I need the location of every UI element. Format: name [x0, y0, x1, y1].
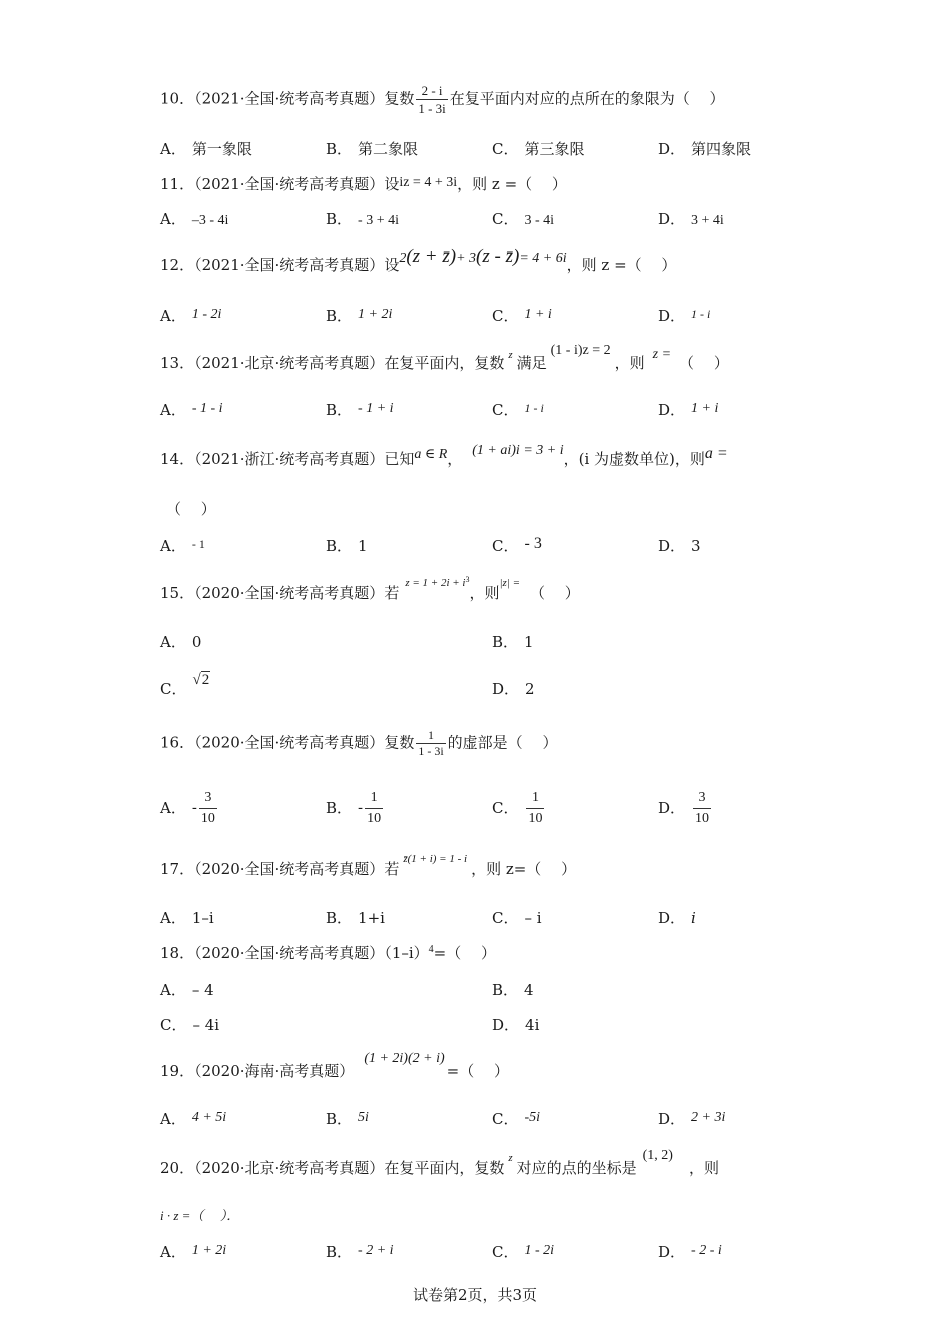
options-12: [160, 305, 800, 327]
question-text-continued: i · z =（ ）．: [160, 1208, 240, 1223]
question-13: [160, 343, 729, 373]
option-text: 5i: [358, 1110, 369, 1125]
option-label: C．: [160, 1016, 187, 1034]
option-c[interactable]: [492, 907, 542, 928]
math-expression: z = 1 + 2i + i: [405, 577, 466, 589]
option-label: C．: [160, 680, 187, 698]
question-source: （2020·全国·统考高考真题）: [194, 733, 385, 752]
math-expression: (z - z̄): [476, 246, 520, 267]
math-expression: (1 + 2i)(2 + i): [364, 1051, 445, 1066]
option-a[interactable]: [160, 979, 214, 1000]
option-label: A．: [160, 401, 186, 419]
option-text: 1–i: [191, 909, 214, 927]
options-11: [160, 208, 800, 230]
option-label: B．: [326, 140, 353, 158]
question-number: 14．: [160, 450, 195, 468]
question-text: =（ ）: [446, 1062, 509, 1080]
fraction: [526, 788, 544, 829]
option-c[interactable]: [492, 305, 552, 326]
option-d[interactable]: [658, 907, 696, 928]
question-text: 的虚部是（ ）: [447, 733, 558, 752]
option-d[interactable]: [658, 305, 710, 326]
question-text: 已知: [384, 450, 415, 468]
math-expression: (1 - i)z = 2: [550, 343, 611, 358]
question-number: 16．: [160, 733, 195, 752]
options-16: [160, 788, 800, 828]
math-exponent: 3: [465, 575, 470, 584]
question-text: 在复平面内对应的点所在的象限为（ ）: [449, 89, 725, 108]
option-text: 1 + i: [691, 401, 719, 416]
option-d[interactable]: [658, 788, 713, 829]
fraction-numerator: 1: [416, 728, 445, 744]
question-text: 复数: [384, 89, 415, 108]
option-text: 1 + 2i: [358, 307, 393, 322]
option-c[interactable]: [492, 1108, 540, 1129]
question-text: （ ）: [530, 584, 580, 602]
page-footer: 试卷第2页，共3页: [412, 1286, 538, 1304]
question-number: 12．: [160, 256, 195, 274]
option-b[interactable]: [326, 305, 392, 326]
math-exponent: 4: [428, 944, 434, 955]
options-20: [160, 1241, 800, 1263]
question-19: [160, 1051, 509, 1081]
option-b[interactable]: [326, 1241, 394, 1262]
option-d[interactable]: [658, 1241, 722, 1262]
option-label: A．: [160, 981, 186, 999]
option-d[interactable]: [658, 535, 701, 556]
question-text: 设: [384, 256, 400, 274]
fraction-denominator: 10: [200, 811, 215, 826]
option-label: D．: [658, 1243, 686, 1261]
math-expression: + 3: [456, 251, 477, 266]
option-label: B．: [326, 1110, 353, 1128]
option-text: 1 - i: [524, 401, 544, 415]
option-label: D．: [492, 680, 520, 698]
option-b[interactable]: [326, 788, 385, 829]
option-label: A．: [160, 798, 186, 817]
option-text: - 1: [191, 537, 205, 551]
question-text: ，: [447, 450, 463, 468]
math-expression: (1 + ai)i = 3 + i: [472, 443, 564, 458]
option-text: 1+i: [358, 909, 385, 927]
option-label: D．: [492, 1016, 520, 1034]
fraction-numerator: 3: [693, 788, 711, 809]
question-text: 满足: [516, 354, 547, 372]
option-text: -5i: [524, 1110, 541, 1125]
option-text: 2: [201, 672, 210, 688]
option-label: A．: [160, 1243, 186, 1261]
math-expression: a =: [704, 445, 728, 462]
question-text: ，则: [614, 354, 645, 372]
fraction-denominator: 10: [695, 811, 710, 826]
option-label: C．: [492, 140, 519, 158]
option-text: 第三象限: [524, 140, 585, 158]
option-text: 1 - i: [691, 307, 711, 321]
option-label: C．: [492, 1243, 519, 1261]
option-text: 1: [358, 537, 368, 555]
option-label: C．: [492, 401, 519, 419]
math-expression: 2: [399, 251, 407, 266]
question-source: （2020·北京·统考高考真题）: [194, 1159, 385, 1177]
fraction: [416, 728, 445, 759]
option-d[interactable]: [658, 208, 724, 229]
option-a[interactable]: [160, 1108, 226, 1129]
option-label: A．: [160, 1110, 186, 1128]
option-label: D．: [658, 401, 686, 419]
option-text: 1 + 2i: [191, 1243, 227, 1258]
option-label: A．: [160, 909, 186, 927]
option-text: - 2 + i: [358, 1243, 394, 1258]
option-text: 2: [525, 680, 535, 698]
option-label: B．: [326, 537, 353, 555]
option-text: 0: [191, 633, 202, 651]
question-17: [160, 853, 577, 879]
option-label: C．: [492, 307, 519, 325]
option-a[interactable]: [160, 138, 252, 159]
option-label: C．: [492, 1110, 519, 1128]
options-18-row2: [160, 1014, 800, 1036]
question-text: 对应的点的坐标是: [516, 1159, 637, 1177]
option-text: - 1 - i: [191, 401, 223, 416]
question-source: （2020·海南·高考真题）: [194, 1062, 355, 1080]
option-text: 3: [691, 537, 701, 555]
option-b[interactable]: [492, 979, 534, 1000]
option-label: D．: [658, 909, 686, 927]
option-a[interactable]: [160, 907, 214, 928]
math-expression: （1–i）: [384, 944, 429, 962]
option-text: 第一象限: [191, 140, 252, 158]
question-text: 复数: [384, 733, 415, 752]
option-c[interactable]: [492, 399, 544, 420]
option-c[interactable]: [492, 138, 585, 159]
option-label: B．: [326, 909, 353, 927]
question-number: 19．: [160, 1062, 195, 1080]
fraction: [365, 788, 383, 829]
question-text: ，则 z =（ ）: [566, 256, 677, 274]
option-text: –3 - 4i: [191, 213, 229, 228]
option-label: B．: [326, 798, 353, 817]
option-label: C．: [492, 210, 519, 228]
question-source: （2021·北京·统考高考真题）: [194, 354, 385, 372]
option-c[interactable]: [492, 1241, 554, 1262]
option-text: 1 - 2i: [191, 307, 222, 322]
option-b[interactable]: [326, 535, 368, 556]
question-source: （2020·全国·统考高考真题）: [194, 944, 385, 962]
option-a[interactable]: [160, 788, 219, 829]
question-16: [160, 728, 557, 759]
fraction: [199, 788, 217, 829]
option-d[interactable]: [658, 399, 718, 420]
option-label: C．: [492, 798, 519, 817]
option-label: D．: [658, 537, 686, 555]
question-source: （2020·全国·统考高考真题）: [194, 584, 385, 602]
option-text: 1 - 2i: [524, 1243, 555, 1258]
question-text: ，则: [688, 1159, 719, 1177]
question-number: 18．: [160, 944, 195, 962]
option-c[interactable]: [492, 535, 542, 556]
question-text: 若: [384, 584, 400, 602]
option-text: 第四象限: [691, 140, 752, 158]
option-text: - 3: [524, 535, 542, 552]
option-label: A．: [160, 140, 186, 158]
question-source: （2020·全国·统考高考真题）: [194, 860, 385, 878]
fraction-numerator: 1: [526, 788, 544, 809]
option-b[interactable]: [326, 208, 399, 229]
option-label: D．: [658, 307, 686, 325]
question-12: [160, 246, 677, 276]
option-text: i: [691, 909, 696, 927]
answer-bracket: （ ）: [166, 500, 216, 518]
option-text: – 4: [191, 981, 214, 999]
option-c[interactable]: [492, 208, 554, 229]
option-label: B．: [326, 1243, 353, 1261]
fraction-numerator: 2 - i: [416, 82, 447, 100]
math-expression: z =: [652, 347, 672, 362]
question-number: 10．: [160, 89, 195, 108]
option-text: – i: [524, 909, 542, 927]
option-b[interactable]: [326, 138, 418, 159]
question-number: 15．: [160, 584, 195, 602]
option-label: D．: [658, 1110, 686, 1128]
option-label: C．: [492, 909, 519, 927]
question-text: 若: [384, 860, 400, 878]
math-expression: = 4 + 6i: [519, 251, 567, 266]
question-source: （2021·全国·统考高考真题）: [194, 89, 385, 108]
option-text: 4 + 5i: [191, 1110, 227, 1125]
question-text: ，则 z =（ ）: [457, 175, 567, 193]
option-b[interactable]: [326, 1108, 369, 1129]
fraction-denominator: 1 - 3i: [418, 101, 446, 116]
question-source: （2021·全国·统考高考真题）: [194, 175, 385, 193]
option-d[interactable]: [492, 678, 535, 699]
option-label: D．: [658, 140, 686, 158]
options-14: [160, 535, 800, 557]
option-a[interactable]: [160, 208, 228, 229]
question-source: （2021·全国·统考高考真题）: [194, 256, 385, 274]
option-label: B．: [326, 307, 353, 325]
option-label: A．: [160, 633, 186, 651]
option-text: 2 + 3i: [691, 1110, 726, 1125]
option-b[interactable]: [326, 907, 385, 928]
option-label: D．: [658, 210, 686, 228]
option-c[interactable]: [160, 1014, 219, 1035]
option-label: A．: [160, 307, 186, 325]
option-text: - 2 - i: [691, 1243, 722, 1258]
math-expression: iz = 4 + 3i: [399, 175, 458, 190]
question-10: [160, 82, 725, 117]
question-11: [160, 173, 567, 194]
question-text: 在复平面内，复数: [384, 1159, 505, 1177]
question-number: 11．: [160, 175, 195, 193]
option-text: 3 + 4i: [691, 213, 724, 228]
option-a[interactable]: [160, 1241, 226, 1262]
question-text: ，则: [469, 584, 500, 602]
question-text: ，则 z=（ ）: [471, 860, 577, 878]
option-label: A．: [160, 210, 186, 228]
options-19: [160, 1108, 800, 1130]
option-label: B．: [492, 981, 519, 999]
option-sign: -: [358, 798, 364, 817]
option-text: 3 - 4i: [524, 213, 555, 228]
question-text: ，(i 为虚数单位)，则: [563, 450, 705, 468]
option-text: – 4i: [192, 1016, 220, 1034]
question-text: =（ ）: [433, 944, 496, 962]
fraction-numerator: 3: [199, 788, 217, 809]
math-expression: (z + z̄): [406, 246, 457, 267]
question-18: [160, 942, 496, 963]
math-variable: z: [508, 349, 513, 361]
fraction: [693, 788, 711, 829]
option-c[interactable]: [492, 788, 546, 829]
option-b[interactable]: [326, 399, 394, 420]
fraction-denominator: 10: [528, 811, 543, 826]
option-a[interactable]: [160, 399, 223, 420]
option-a[interactable]: [160, 631, 201, 652]
option-d[interactable]: [492, 1014, 539, 1035]
question-number: 17．: [160, 860, 195, 878]
option-b[interactable]: [492, 631, 534, 652]
option-label: B．: [326, 210, 353, 228]
option-text: - 3 + 4i: [358, 213, 399, 228]
options-10: [160, 138, 800, 160]
option-d[interactable]: [658, 1108, 725, 1129]
option-label: C．: [492, 537, 519, 555]
option-text: 4: [524, 981, 534, 999]
question-20: [160, 1148, 719, 1178]
options-15-row2: [160, 672, 800, 700]
math-expression: (1, 2): [642, 1148, 673, 1163]
option-text: - 1 + i: [358, 401, 394, 416]
question-text: 设: [384, 175, 400, 193]
fraction-denominator: 10: [367, 811, 382, 826]
options-15-row1: [160, 631, 800, 653]
question-source: （2021·浙江·统考高考真题）: [194, 450, 385, 468]
option-label: A．: [160, 537, 186, 555]
math-variable: z: [508, 1152, 513, 1164]
option-a[interactable]: [160, 305, 221, 326]
fraction: [416, 82, 447, 117]
option-sign: -: [191, 798, 197, 817]
option-label: B．: [326, 401, 353, 419]
option-text: 4i: [525, 1016, 540, 1034]
question-14: [160, 443, 728, 469]
option-text: 第二象限: [358, 140, 419, 158]
question-text: （ ）: [679, 354, 729, 372]
options-13: [160, 399, 800, 421]
option-text: 1: [524, 633, 534, 651]
option-d[interactable]: [658, 138, 751, 159]
math-expression: z̄(1 + i) = 1 - i: [403, 853, 468, 865]
option-label: D．: [658, 798, 686, 817]
option-a[interactable]: [160, 535, 205, 556]
options-18-row1: [160, 979, 800, 1001]
options-17: [160, 907, 800, 929]
math-expression: |z| =: [499, 577, 521, 589]
fraction-denominator: 1 - 3i: [418, 744, 444, 758]
option-label: B．: [492, 633, 519, 651]
question-number: 20．: [160, 1159, 195, 1177]
option-c[interactable]: [160, 672, 210, 699]
question-15: [160, 575, 580, 603]
question-number: 13．: [160, 354, 195, 372]
question-text: 在复平面内，复数: [384, 354, 505, 372]
sqrt-symbol: √2: [192, 672, 210, 688]
fraction-numerator: 1: [365, 788, 383, 809]
math-expression: a ∈ R: [414, 447, 448, 462]
option-text: 1 + i: [524, 307, 552, 322]
